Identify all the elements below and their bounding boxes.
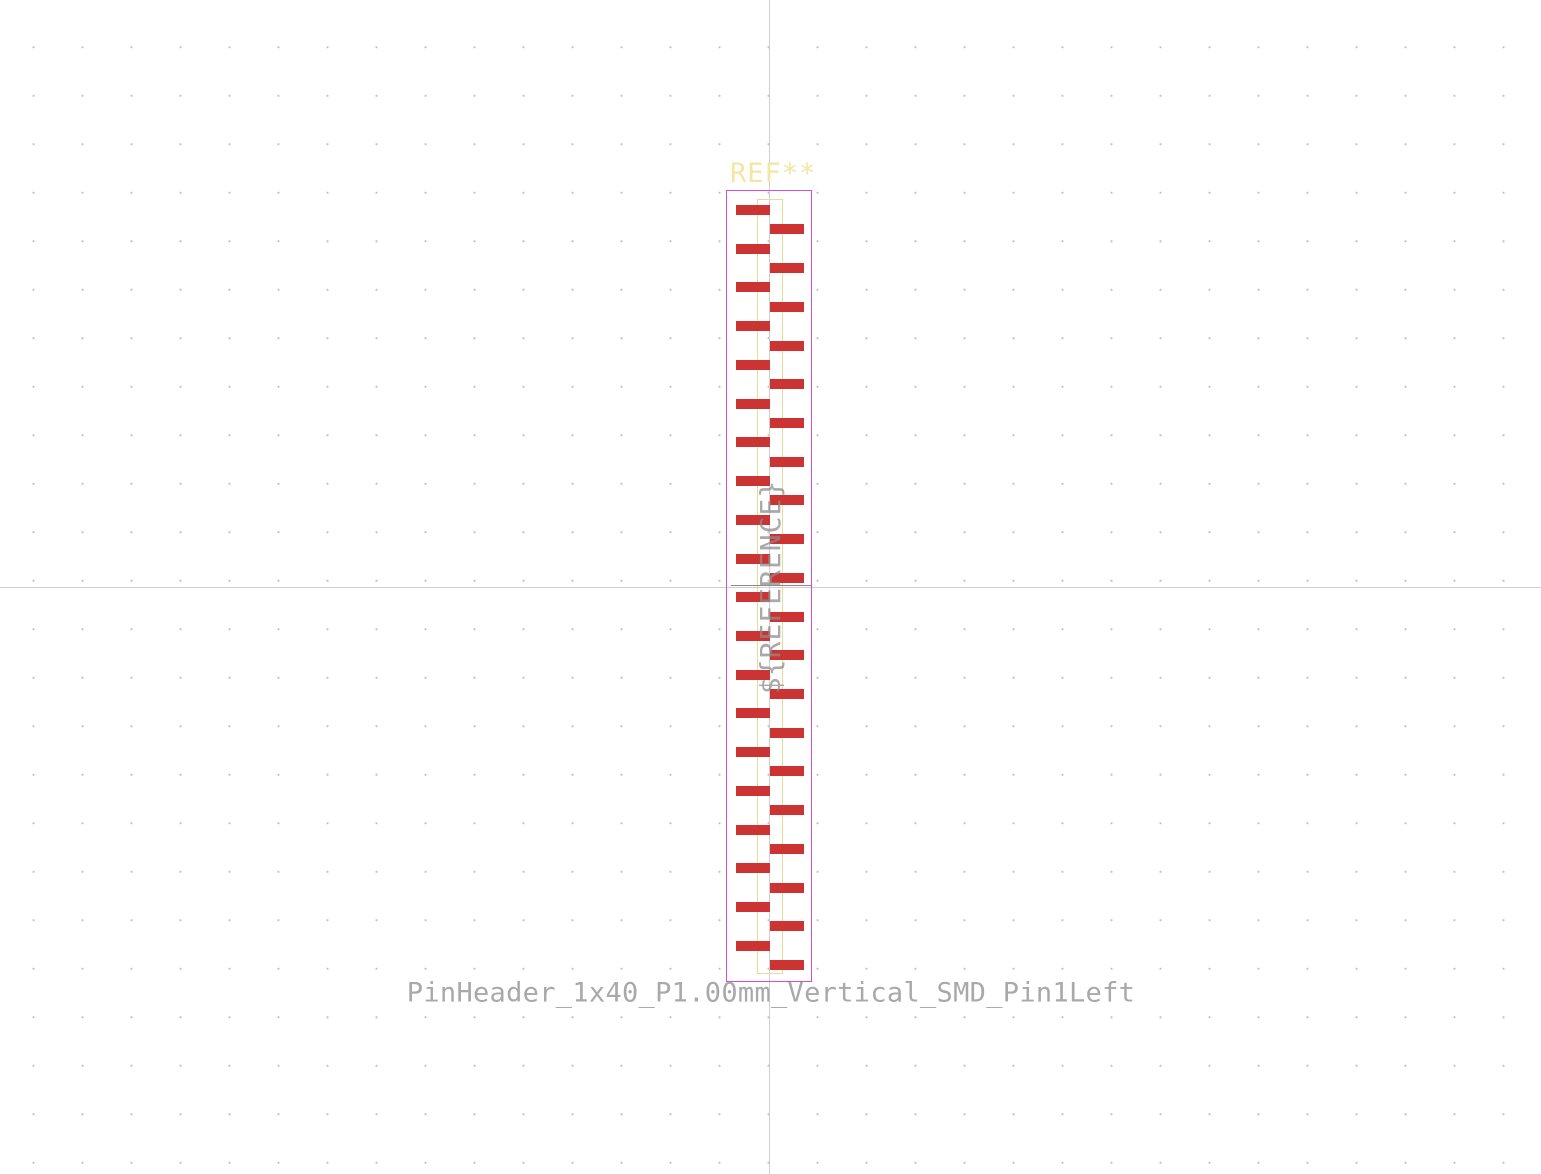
smd-pad-37[interactable] xyxy=(736,902,770,912)
smd-pad-14[interactable] xyxy=(770,457,804,467)
smd-pad-11[interactable] xyxy=(736,399,770,409)
smd-pad-6[interactable] xyxy=(770,302,804,312)
smd-pad-8[interactable] xyxy=(770,341,804,351)
smd-pad-35[interactable] xyxy=(736,863,770,873)
smd-pad-7[interactable] xyxy=(736,321,770,331)
smd-pad-30[interactable] xyxy=(770,766,804,776)
smd-pad-28[interactable] xyxy=(770,728,804,738)
smd-pad-5[interactable] xyxy=(736,282,770,292)
smd-pad-33[interactable] xyxy=(736,825,770,835)
smd-pad-3[interactable] xyxy=(736,244,770,254)
smd-pad-36[interactable] xyxy=(770,883,804,893)
smd-pad-32[interactable] xyxy=(770,805,804,815)
smd-pad-1[interactable] xyxy=(736,205,770,215)
smd-pad-4[interactable] xyxy=(770,263,804,273)
fab-reference-text: ${REFERENCE} xyxy=(754,479,787,695)
smd-pad-40[interactable] xyxy=(770,960,804,970)
smd-pad-29[interactable] xyxy=(736,747,770,757)
smd-pad-12[interactable] xyxy=(770,418,804,428)
smd-pad-38[interactable] xyxy=(770,921,804,931)
footprint-value[interactable]: PinHeader_1x40_P1.00mm_Vertical_SMD_Pin1Left xyxy=(406,977,1136,1009)
smd-pad-27[interactable] xyxy=(736,708,770,718)
smd-pad-10[interactable] xyxy=(770,379,804,389)
smd-pad-39[interactable] xyxy=(736,941,770,951)
reference-designator[interactable]: REF** xyxy=(730,158,817,189)
smd-pad-9[interactable] xyxy=(736,360,770,370)
smd-pad-13[interactable] xyxy=(736,437,770,447)
smd-pad-34[interactable] xyxy=(770,844,804,854)
smd-pad-31[interactable] xyxy=(736,786,770,796)
smd-pad-2[interactable] xyxy=(770,224,804,234)
